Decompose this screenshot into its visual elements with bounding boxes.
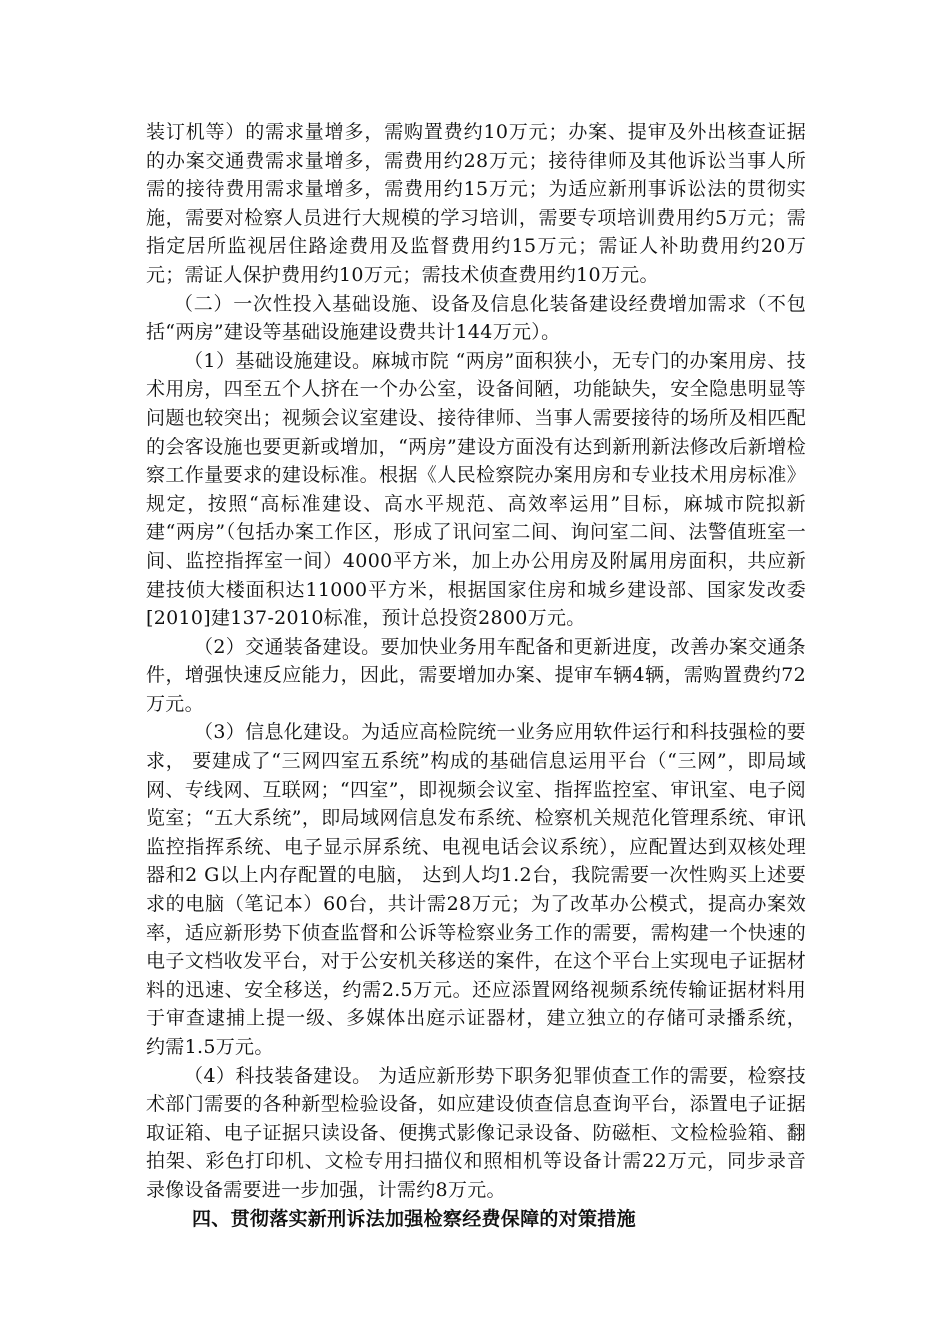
section-heading: 四、贯彻落实新刑诉法加强检察经费保障的对策措施 [192,1207,636,1230]
paragraph-transport: （2）交通装备建设。要加快业务用车配备和更新进度，改善办案交通条件，增强快速反应能力，因此，需要增加办案、提审车辆4辆，需购置费约72万元。 [146,635,806,715]
document-body [146,118,806,1233]
paragraph-informatization: （3）信息化建设。为适应高检院统一业务应用软件运行和科技强检的要求， 要建成了“三网四室五系统”构成的基础信息运用平台（“三网”，即局域网、专线网、互联网；“四室”，即视频会议室、指挥监控室、审讯室、电子阅览室；“五大系统”，即局域网信息发布系统、检察机关规范化管理系统、审讯监控指挥系统、电子显示屏系统、电视电话会议系统），应配置达到双核处理器和2 G以上内存配置的电脑， 达到人均1.2台，我院需要一次性购买上述要求的电脑（笔记本）60台，共计需28万元；为了改革办公模式，提高办案效率，适应新形势下侦查监督和公诉等检察业务工作的需要，需构建一个快速的电子文档收发平台，对于公安机关移送的案件，在这个平台上实现电子证据材料的迅速、安全移送，约需2.5万元。还应添置网络视频系统传输证据材料用于审查逮捕上提一级、多媒体出庭示证器材，建立独立的存储可录播系统， 约需1.5万元。 [146,721,806,1058]
paragraph-expense-list: 装订机等）的需求量增多，需购置费约10万元；办案、提审及外出核查证据的办案交通费需求量增多，需费用约28万元；接待律师及其他诉讼当事人所需的接待费用需求量增多，需费用约15万元；为适应新刑事诉讼法的贯彻实施，需要对检察人员进行大规模的学习培训，需要专项培训费用约5万元；需指定居所监视居住路途费用及监督费用约15万元；需证人补助费用约20万元；需证人保护费用约10万元；需技术侦查费用约10万元。 [146,121,806,286]
paragraph-tech-equipment: （4）科技装备建设。 为适应新形势下职务犯罪侦查工作的需要，检察技术部门需要的各种新型检验设备，如应建设侦查信息查询平台，添置电子证据取证箱、电子证据只读设备、便携式影像记录设备、防磁柜、文检检验箱、翻拍架、彩色打印机、文检专用扫描仪和照相机等设备计需22万元，同步录音录像设备需要进一步加强，计需约8万元。 [146,1064,806,1201]
paragraph-infrastructure: （1）基础设施建设。麻城市院 “两房”面积狭小，无专门的办案用房、技术用房，四至五个人挤在一个办公室，设备间陋，功能缺失，安全隐患明显等问题也较突出；视频会议室建设、接待律师、当事人需要接待的场所及相匹配的会客设施也要更新或增加，“两房”建设方面没有达到新刑新法修改后新增检察工作量要求的建设标准。根据《人民检察院办案用房和专业技术用房标准》规定，按照“高标准建设、高水平规范、高效率运用”目标，麻城市院拟新建“两房”（包括办案工作区，形成了讯问室二间、询问室二间、法警值班室一间、监控指挥室一间）4000平方米，加上办公用房及附属用房面积，共应新建技侦大楼面积达11000平方米，根据国家住房和城乡建设部、国家发改委[2010]建137-2010标准，预计总投资2800万元。 [146,349,806,630]
paragraph-section-two: （二）一次性投入基础设施、设备及信息化装备建设经费增加需求（不包括“两房”建设等基础设施建设费共计144万元）。 [146,292,806,344]
